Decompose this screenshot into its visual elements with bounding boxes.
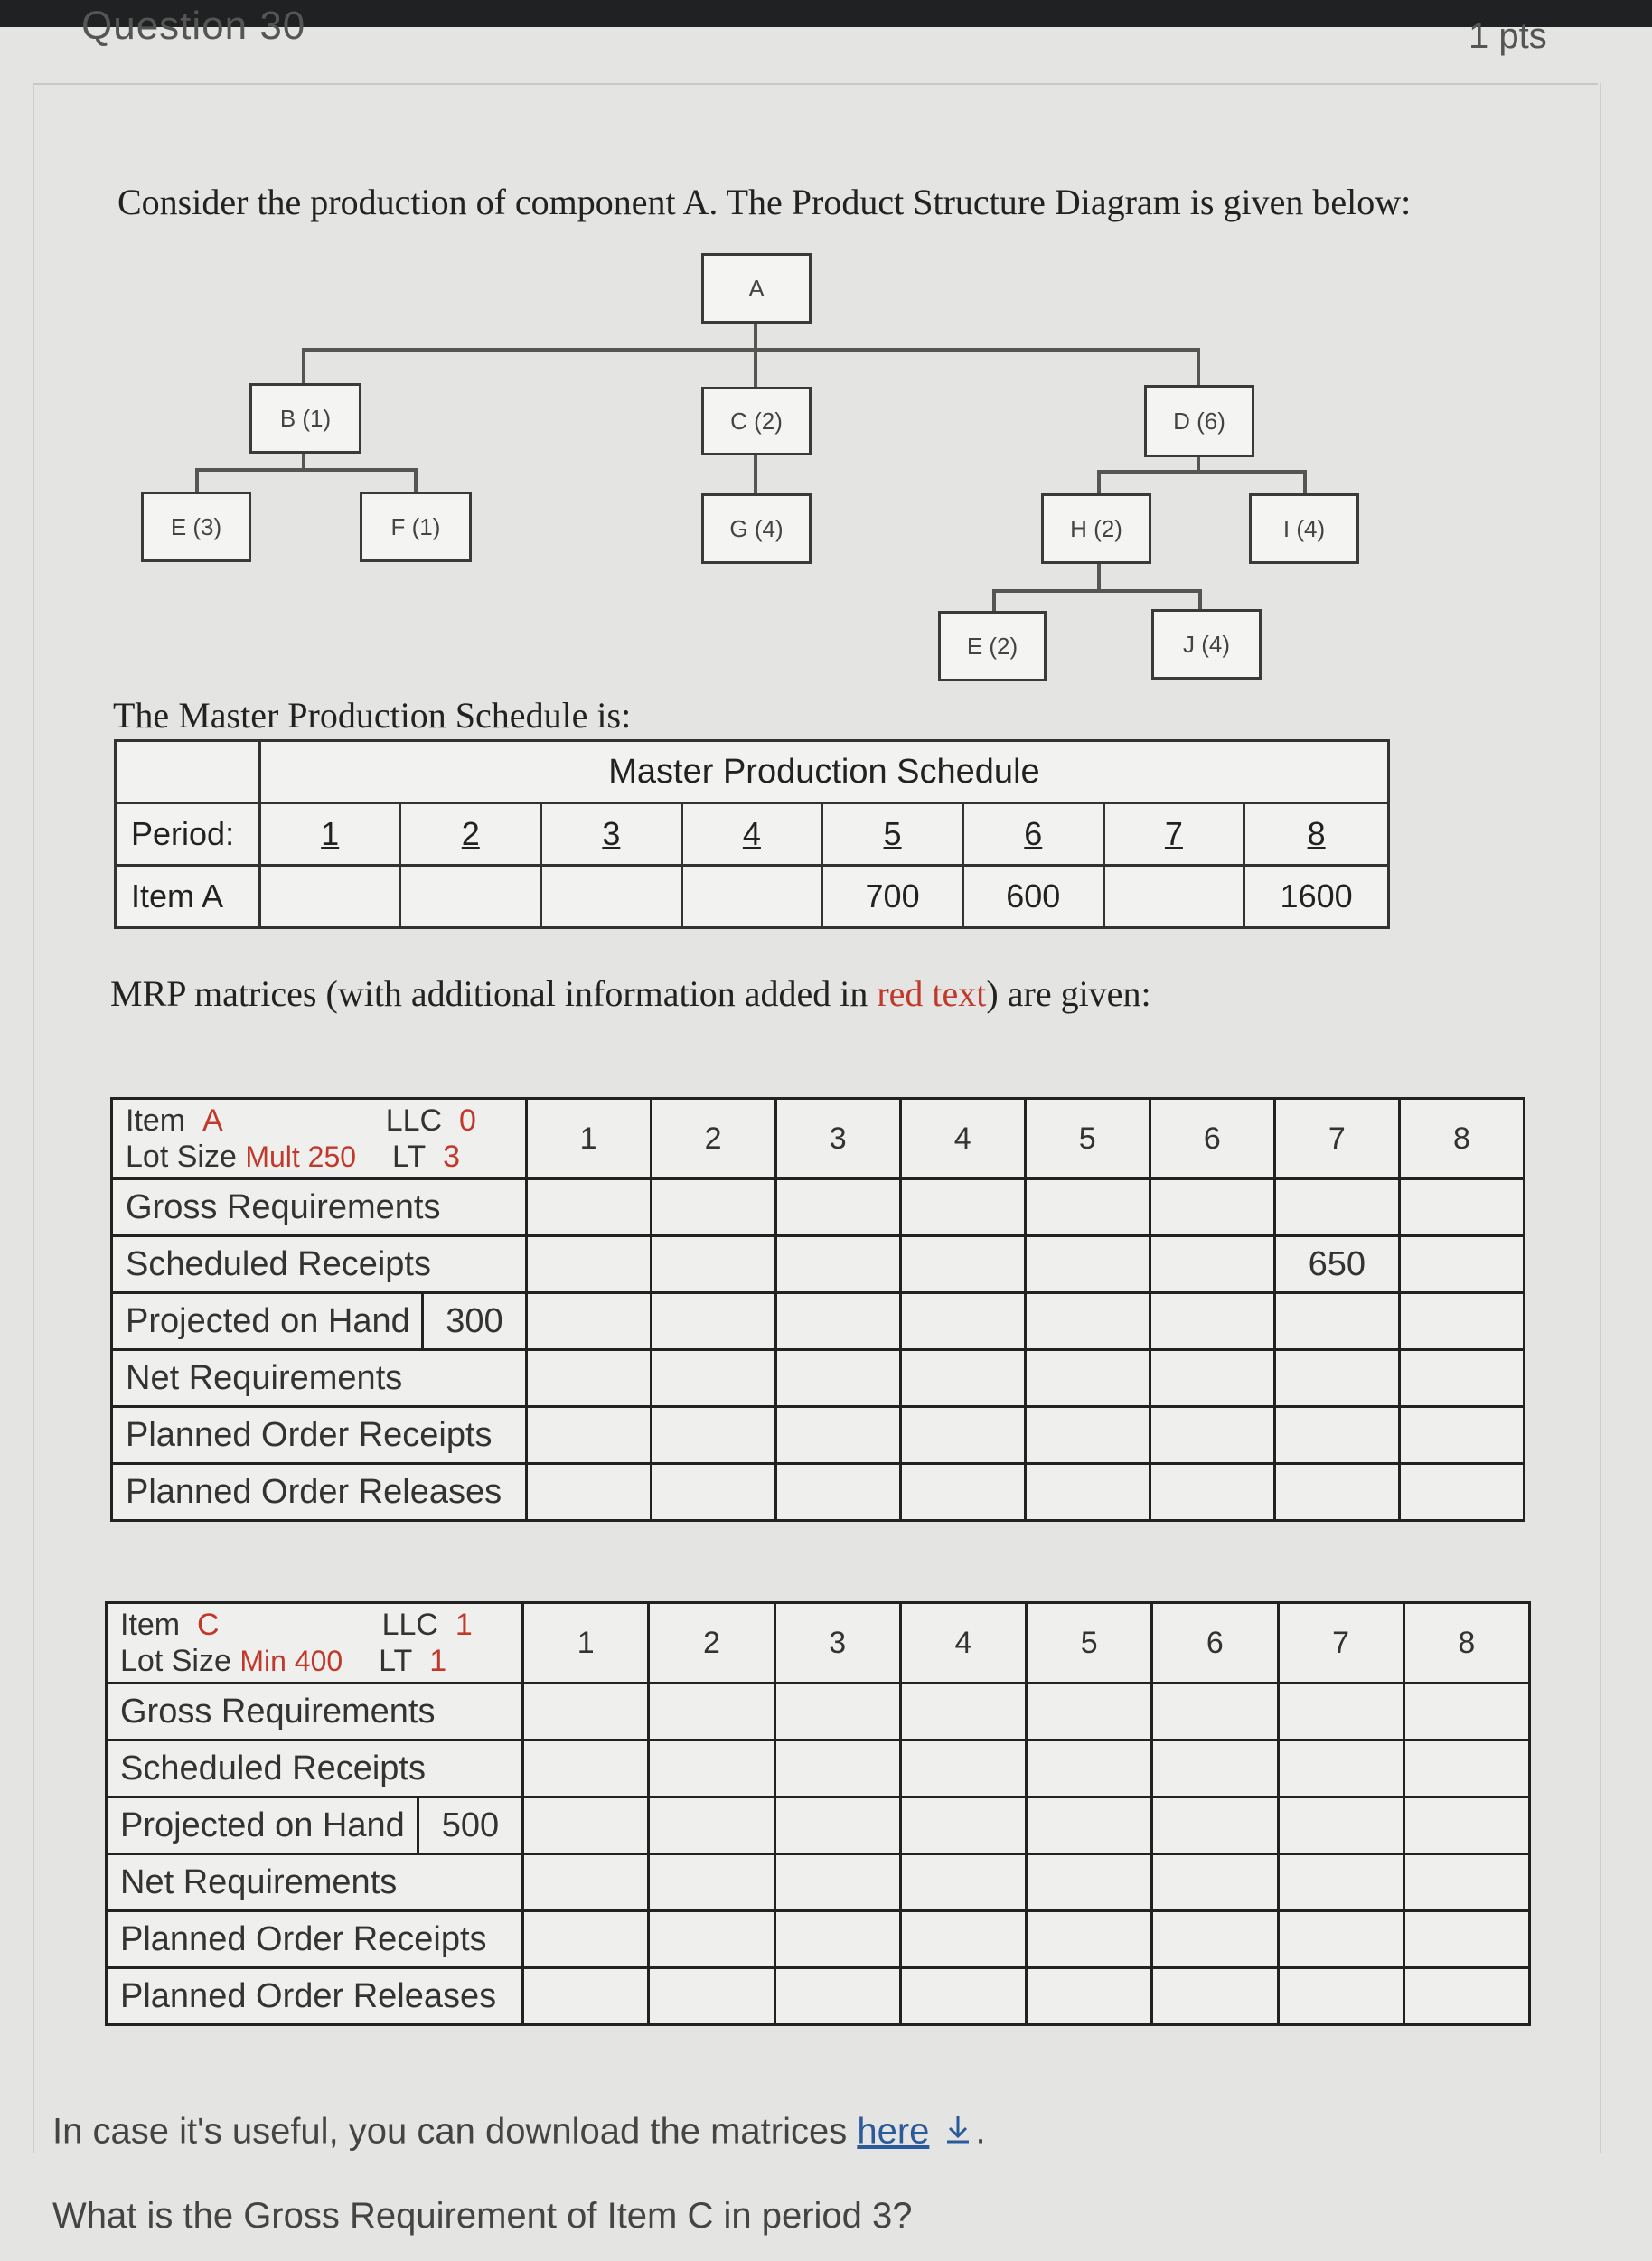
row-label: Scheduled Receipts xyxy=(112,1236,527,1293)
period-cell: 5 xyxy=(1025,1099,1150,1179)
connector-line xyxy=(195,468,199,493)
row-label: Planned Order Receipts xyxy=(107,1911,523,1968)
question-header xyxy=(0,0,1652,81)
lot-size-value: Mult 250 xyxy=(245,1140,357,1173)
mps-corner-cell xyxy=(116,741,260,803)
node-d: D (6) xyxy=(1144,385,1254,457)
initial-on-hand: 500 xyxy=(418,1797,522,1854)
mps-table xyxy=(114,739,1390,929)
planned-order-receipts-row xyxy=(112,1407,1525,1464)
node-j: J (4) xyxy=(1151,609,1262,680)
mrp-table-item-a xyxy=(110,1097,1525,1522)
download-text: In case it's useful, you can download the matrices here . xyxy=(52,2111,986,2156)
period-cell: 7 xyxy=(1274,1099,1399,1179)
row-label: Planned Order Releases xyxy=(107,1968,523,2025)
node-b: B (1) xyxy=(249,383,361,454)
row-label: Gross Requirements xyxy=(112,1179,527,1236)
period-cell: 8 xyxy=(1403,1603,1529,1684)
connector-line xyxy=(302,348,305,384)
mrp-intro xyxy=(110,972,1151,1015)
llc-label: LLC xyxy=(381,1608,438,1642)
period-cell: 7 xyxy=(1103,803,1244,866)
node-g: G (4) xyxy=(701,493,812,564)
item-name: C xyxy=(197,1608,220,1642)
net-requirements-row xyxy=(112,1350,1525,1407)
item-name: A xyxy=(202,1103,223,1138)
gross-requirements-row xyxy=(112,1179,1525,1236)
connector-line xyxy=(992,589,996,613)
mrp-a-header xyxy=(112,1099,527,1179)
scheduled-receipts-row xyxy=(107,1740,1530,1797)
download-prefix: In case it's useful, you can download the matrices xyxy=(52,2111,858,2152)
lot-size-label: Lot Size xyxy=(120,1644,231,1678)
mrp-intro-after: ) are given: xyxy=(986,973,1151,1014)
connector-line xyxy=(754,320,757,388)
period-cell: 1 xyxy=(259,803,400,866)
row-label: Scheduled Receipts xyxy=(107,1740,523,1797)
mrp-intro-before: MRP matrices (with additional information added in xyxy=(110,973,878,1014)
connector-line xyxy=(195,468,416,472)
period-cell: 5 xyxy=(1027,1603,1152,1684)
connector-line xyxy=(1197,348,1200,386)
mps-intro: The Master Production Schedule is: xyxy=(113,695,632,736)
mps-value-cell: 1600 xyxy=(1244,866,1389,928)
period-cell: 3 xyxy=(774,1603,900,1684)
row-label: Planned Order Receipts xyxy=(112,1407,527,1464)
scheduled-receipts-row xyxy=(112,1236,1525,1293)
mps-value-cell xyxy=(259,866,400,928)
mps-value-cell: 700 xyxy=(822,866,963,928)
item-label: Item A xyxy=(116,866,260,928)
row-label: Projected on Hand xyxy=(112,1293,423,1350)
scheduled-receipt-value: 650 xyxy=(1274,1236,1399,1293)
initial-on-hand: 300 xyxy=(423,1293,526,1350)
planned-order-releases-row xyxy=(112,1464,1525,1521)
node-a: A xyxy=(701,253,812,324)
item-label: Item xyxy=(120,1608,181,1642)
period-cell: 6 xyxy=(1152,1603,1278,1684)
connector-line xyxy=(754,454,757,493)
mrp-table-item-c xyxy=(105,1601,1531,2026)
node-h: H (2) xyxy=(1041,493,1151,564)
period-cell: 3 xyxy=(775,1099,900,1179)
connector-line xyxy=(302,348,1198,352)
row-label: Net Requirements xyxy=(107,1854,523,1911)
projected-on-hand-row xyxy=(112,1293,1525,1350)
question-title: Question 30 xyxy=(81,4,306,48)
lot-size-value: Min 400 xyxy=(239,1645,343,1677)
node-e: E (3) xyxy=(141,492,251,562)
net-requirements-row xyxy=(107,1854,1530,1911)
period-cell: 2 xyxy=(651,1099,775,1179)
mps-value-cell xyxy=(541,866,682,928)
lt-value: 1 xyxy=(429,1644,447,1678)
mps-period-row xyxy=(116,803,1389,866)
connector-line xyxy=(302,452,305,470)
intro-text: Consider the production of component A. The Product Structure Diagram is given below: xyxy=(117,182,1412,222)
connector-line xyxy=(1097,470,1305,474)
planned-order-releases-row xyxy=(107,1968,1530,2025)
node-e-under-h: E (2) xyxy=(938,611,1047,681)
period-label: Period: xyxy=(116,803,260,866)
connector-line xyxy=(414,468,418,493)
mrp-c-header xyxy=(107,1603,523,1684)
lt-label: LT xyxy=(392,1140,427,1174)
connector-line xyxy=(1097,560,1101,591)
question-points: 1 pts xyxy=(1469,16,1547,56)
planned-order-receipts-row xyxy=(107,1911,1530,1968)
period-cell: 4 xyxy=(900,1603,1026,1684)
period-cell: 2 xyxy=(649,1603,774,1684)
row-label: Gross Requirements xyxy=(107,1684,523,1740)
period-cell: 6 xyxy=(962,803,1103,866)
download-icon[interactable] xyxy=(940,2111,976,2156)
mps-value-cell xyxy=(400,866,541,928)
mps-item-row xyxy=(116,866,1389,928)
period-cell: 4 xyxy=(900,1099,1025,1179)
row-label: Projected on Hand xyxy=(107,1797,418,1854)
item-label: Item xyxy=(126,1103,186,1138)
mps-value-cell: 600 xyxy=(962,866,1103,928)
period-cell: 2 xyxy=(400,803,541,866)
row-label: Net Requirements xyxy=(112,1350,527,1407)
connector-line xyxy=(1198,589,1202,611)
lt-label: LT xyxy=(379,1644,413,1678)
node-i: I (4) xyxy=(1249,493,1359,564)
period-cell: 8 xyxy=(1399,1099,1524,1179)
period-cell: 1 xyxy=(523,1603,649,1684)
mps-value-cell xyxy=(1103,866,1244,928)
lt-value: 3 xyxy=(443,1140,461,1174)
period-cell: 8 xyxy=(1244,803,1389,866)
llc-value: 1 xyxy=(455,1608,473,1642)
llc-value: 0 xyxy=(459,1103,476,1138)
llc-label: LLC xyxy=(385,1103,443,1138)
mps-value-cell xyxy=(681,866,822,928)
period-cell: 7 xyxy=(1278,1603,1403,1684)
period-cell: 3 xyxy=(541,803,682,866)
period-cell: 1 xyxy=(526,1099,651,1179)
row-label: Planned Order Releases xyxy=(112,1464,527,1521)
lot-size-label: Lot Size xyxy=(126,1140,237,1174)
mps-title: Master Production Schedule xyxy=(259,741,1388,803)
period-cell: 4 xyxy=(681,803,822,866)
header-divider xyxy=(33,83,1598,85)
period-cell: 6 xyxy=(1150,1099,1274,1179)
download-link[interactable]: here xyxy=(857,2111,930,2152)
period-cell: 5 xyxy=(822,803,963,866)
node-f: F (1) xyxy=(360,492,472,562)
question-text: What is the Gross Requirement of Item C in period 3? xyxy=(52,2196,913,2236)
projected-on-hand-row xyxy=(107,1797,1530,1854)
mrp-intro-red: red text xyxy=(877,973,987,1014)
connector-line xyxy=(992,589,1200,593)
gross-requirements-row xyxy=(107,1684,1530,1740)
node-c: C (2) xyxy=(701,387,812,455)
